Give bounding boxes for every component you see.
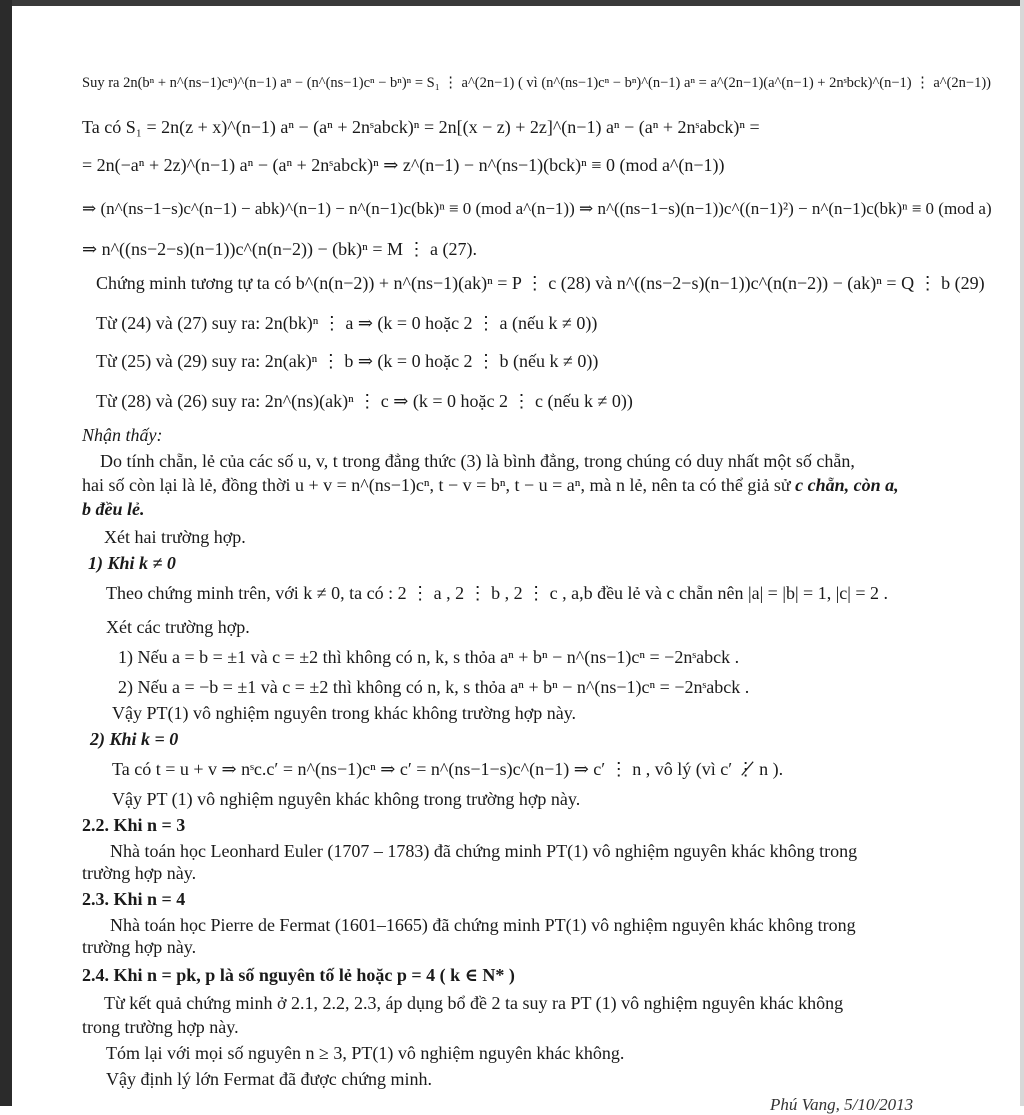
line-17: Xét các trường hợp. — [106, 617, 250, 637]
line-7: Từ (24) và (27) suy ra: 2n(bk)ⁿ ⋮ a ⇒ (k = 0 hoặc 2 ⋮ a (nếu k ≠ 0)) — [96, 313, 598, 333]
line-29: trường hợp này. — [82, 937, 197, 957]
line-22: Ta có t = u + v ⇒ nˢc.c′ = n^(ns−1)cⁿ ⇒ c′ = n^(ns−1−s)c^(n−1) ⇒ c′ ⋮ n , vô lý (vì c′ ⋮̸ n ). — [112, 759, 784, 779]
line-1: Suy ra 2n(bⁿ + n^(ns−1)cⁿ)^(n−1) aⁿ − (n^(ns−1)cⁿ − bⁿ)ⁿ = S₁ ⋮ a^(2n−1) ( vì (n^(ns−1)cⁿ − bⁿ)^(n−1) aⁿ = a^(2n−1)(a^(n−1) + 2nˢbck)^(n−1) ⋮ a^(2n−1)) — [82, 75, 991, 91]
line-12-emphasis: c chẵn, còn a, — [795, 475, 899, 495]
line-3: = 2n(−aⁿ + 2z)^(n−1) aⁿ − (aⁿ + 2nˢabck)ⁿ ⇒ z^(n−1) − n^(ns−1)(bck)ⁿ ≡ 0 (mod a^(n−1)) — [82, 155, 725, 175]
line-16: Theo chứng minh trên, với k ≠ 0, ta có : 2 ⋮ a , 2 ⋮ b , 2 ⋮ c , a,b đều lẻ và c chẵn nên |a| = |b| = 1, |c| = 2 . — [106, 583, 889, 603]
line-26: trường hợp này. — [82, 863, 197, 883]
line-18: 1) Nếu a = b = ±1 và c = ±2 thì không có n, k, s thỏa aⁿ + bⁿ − n^(ns−1)cⁿ = −2nˢabck . — [118, 647, 740, 667]
line-11: Do tính chẵn, lẻ của các số u, v, t trong đẳng thức (3) là bình đẳng, trong chúng có duy nhất một số chẵn, — [100, 451, 855, 471]
page-right-edge — [1020, 0, 1024, 1106]
line-6: Chứng minh tương tự ta có b^(n(n−2)) + n^(ns−1)(ak)ⁿ = P ⋮ c (28) và n^((ns−2−s)(n−1))c^(n(n−2)) − (ak)ⁿ = Q ⋮ b (29) — [96, 273, 985, 293]
section-note-heading: Nhận thấy: — [82, 425, 163, 445]
line-20: Vậy PT(1) vô nghiệm nguyên trong khác không trường hợp này. — [112, 703, 577, 723]
line-12 — [82, 474, 899, 496]
line-5: ⇒ n^((ns−2−s)(n−1))c^(n(n−2)) − (bk)ⁿ = M ⋮ a (27). — [82, 239, 477, 259]
signature-date: Phú Vang, 5/10/2013 — [770, 1095, 914, 1114]
line-28: Nhà toán học Pierre de Fermat (1601–1665) đã chứng minh PT(1) vô nghiệm nguyên khác không trong — [110, 915, 856, 935]
line-19: 2) Nếu a = −b = ±1 và c = ±2 thì không có n, k, s thỏa aⁿ + bⁿ − n^(ns−1)cⁿ = −2nˢabck . — [118, 677, 750, 697]
page-left-edge — [0, 0, 12, 1106]
line-2: Ta có S₁ = 2n(z + x)^(n−1) aⁿ − (aⁿ + 2nˢabck)ⁿ = 2n[(x − z) + 2z]^(n−1) aⁿ − (aⁿ + 2nˢabck)ⁿ = — [82, 117, 760, 137]
line-34: Vậy định lý lớn Fermat đã được chứng minh. — [106, 1069, 432, 1089]
section-2-4-heading: 2.4. Khi n = pk, p là số nguyên tố lẻ hoặc p = 4 ( k ∈ N* ) — [82, 965, 515, 985]
line-33: Tóm lại với mọi số nguyên n ≥ 3, PT(1) vô nghiệm nguyên khác không. — [106, 1043, 625, 1063]
line-12-text: hai số còn lại là lẻ, đồng thời u + v = n^(ns−1)cⁿ, t − v = bⁿ, t − u = aⁿ, mà n lẻ, nên ta có thể giả sử — [82, 475, 791, 495]
page-top-edge — [0, 0, 1024, 6]
line-25: Nhà toán học Leonhard Euler (1707 – 1783) đã chứng minh PT(1) vô nghiệm nguyên khác không trong — [110, 841, 858, 861]
line-32: trong trường hợp này. — [82, 1017, 239, 1037]
case-2-heading: 2) Khi k = 0 — [90, 729, 179, 749]
section-2-3-heading: 2.3. Khi n = 4 — [82, 889, 186, 909]
line-4: ⇒ (n^(ns−1−s)c^(n−1) − abk)^(n−1) − n^(n−1)c(bk)ⁿ ≡ 0 (mod a^(n−1)) ⇒ n^((ns−1−s)(n−1))c^((n−1)²) − n^(n−1)c(bk)ⁿ ≡ 0 (mod a) — [82, 199, 992, 218]
line-8: Từ (25) và (29) suy ra: 2n(ak)ⁿ ⋮ b ⇒ (k = 0 hoặc 2 ⋮ b (nếu k ≠ 0)) — [96, 351, 599, 371]
line-23: Vậy PT (1) vô nghiệm nguyên khác không trong trường hợp này. — [112, 789, 581, 809]
line-14: Xét hai trường hợp. — [104, 527, 246, 547]
line-31: Từ kết quả chứng minh ở 2.1, 2.2, 2.3, áp dụng bổ đề 2 ta suy ra PT (1) vô nghiệm nguyên khác không — [104, 993, 844, 1013]
line-9: Từ (28) và (26) suy ra: 2n^(ns)(ak)ⁿ ⋮ c ⇒ (k = 0 hoặc 2 ⋮ c (nếu k ≠ 0)) — [96, 391, 633, 411]
section-2-2-heading: 2.2. Khi n = 3 — [82, 815, 186, 835]
case-1-heading: 1) Khi k ≠ 0 — [88, 553, 176, 573]
line-13: b đều lẻ. — [82, 499, 145, 519]
